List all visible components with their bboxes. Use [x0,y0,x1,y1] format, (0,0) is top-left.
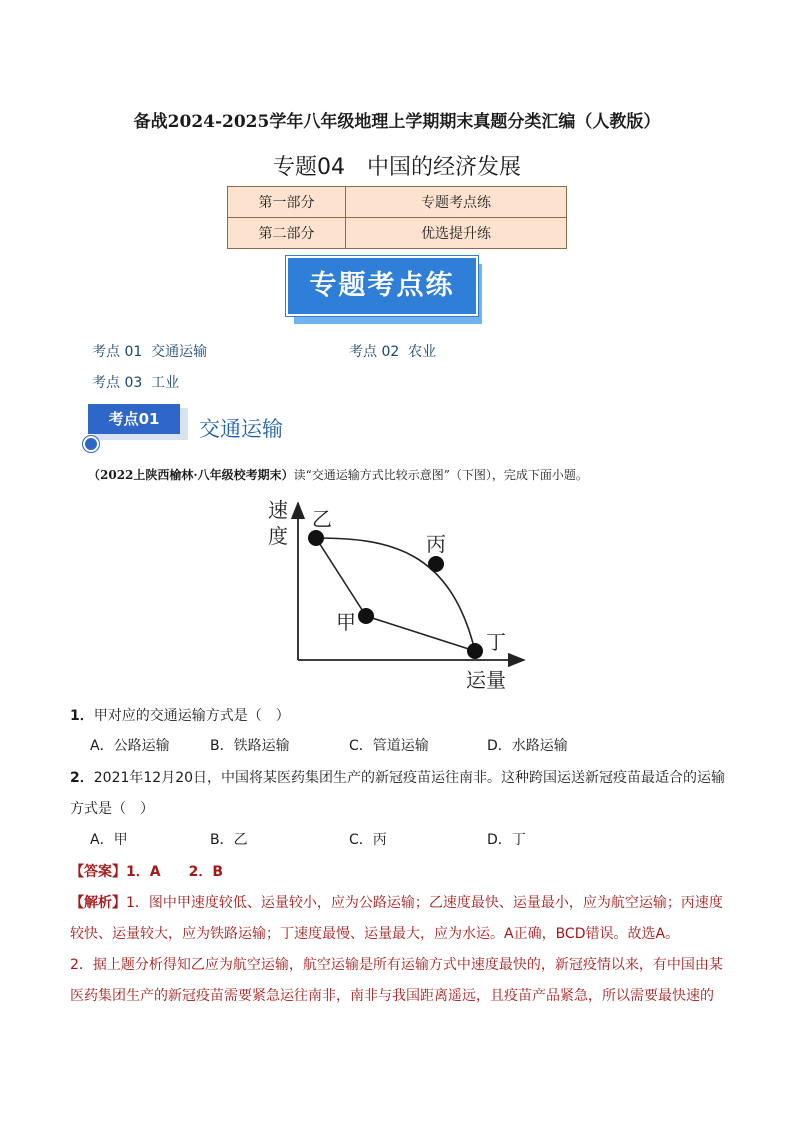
analysis-line: 医药集团生产的新冠疫苗需要紧急运往南非，南非与我国距离遥远，且疫苗产品紧急，所以需要最快速的 [70,988,714,1004]
option[interactable]: A．公路运输 [90,738,170,754]
question-number: 2． [70,770,94,786]
label-yi: 乙 [312,507,332,531]
toc-num: 考点 02 [349,344,400,360]
point-yi [308,530,324,546]
option[interactable]: B．乙 [210,832,248,848]
question-1 [70,705,290,725]
analysis-line: 2．据上题分析得知乙应为航空运输，航空运输是所有运输方式中速度最快的，新冠疫情以来，有中国由某 [70,957,723,973]
table-row [228,187,567,218]
toc-item[interactable] [349,341,436,361]
question-text: 甲对应的交通运输方式是（ ） [93,708,290,724]
y-axis-label: 速 [268,498,288,522]
toc-item[interactable] [92,341,207,361]
question-source: （2022上陕西榆林·八年级校考期末） [88,468,294,482]
option[interactable]: D．丁 [487,832,526,848]
transport-diagram [260,495,540,695]
section-part: 第二部分 [228,218,346,249]
section-name: 专题考点练 [346,187,567,218]
x-axis-label: 运量 [466,668,506,692]
kaodian-title: 交通运输 [199,417,283,441]
option[interactable]: A．甲 [90,832,128,848]
question-2-cont: 方式是（ ） [70,801,154,817]
topic-title: 专题04 中国的经济发展 [273,155,521,180]
banner-label: 专题考点练 [286,256,478,316]
line-jia-ding [366,616,475,651]
question-2 [70,767,725,787]
intro-text: 读“交通运输方式比较示意图”（下图），完成下面小题。 [293,468,588,482]
label-ding: 丁 [486,630,506,654]
badge-label: 考点01 [88,404,180,434]
label-jia: 甲 [336,610,356,634]
answer-line [70,861,223,881]
option[interactable]: C．丙 [349,832,387,848]
toc-name: 工业 [151,375,180,391]
analysis-label: 【解析】 [70,895,126,911]
toc-name: 农业 [408,344,437,360]
question-intro [88,466,588,483]
section-banner [286,256,482,324]
section-name: 优选提升练 [346,218,567,249]
document-title: 备战2024-2025学年八年级地理上学期期末真题分类汇编（人教版） [133,112,661,132]
option[interactable]: B．铁路运输 [210,738,290,754]
option[interactable]: C．管道运输 [349,738,429,754]
curve-yi-ding [316,538,475,651]
table-row [228,218,567,249]
line-yi-jia [316,538,366,616]
sections-table [227,186,567,249]
analysis-line: 较快、运量较大，应为铁路运输；丁速度最慢、运量最大，应为水运。A正确，BCD错误。故选A。 [70,926,680,942]
point-ding [467,643,483,659]
toc-num: 考点 03 [92,375,143,391]
toc-item[interactable] [92,372,179,392]
kaodian-badge [88,404,188,440]
question-text: 2021年12月20日，中国将某医药集团生产的新冠疫苗运往南非。这种跨国运送新冠疫苗最适合的运输 [93,770,726,786]
badge-dot-icon [83,436,99,452]
point-jia [358,608,374,624]
toc-num: 考点 01 [92,344,143,360]
answer-text: 1．A 2．B [126,864,223,880]
toc-name: 交通运输 [151,344,208,360]
option[interactable]: D．水路运输 [487,738,568,754]
answer-label: 【答案】 [70,864,126,880]
analysis-text: 1．图中甲速度较低、运量较小，应为公路运输；乙速度最快、运量最小，应为航空运输；丙速度 [126,895,723,911]
question-number: 1． [70,708,94,724]
section-part: 第一部分 [228,187,346,218]
point-bing [428,556,444,572]
analysis-line [70,892,723,912]
label-bing: 丙 [426,532,446,556]
y-axis-label: 度 [268,524,288,548]
